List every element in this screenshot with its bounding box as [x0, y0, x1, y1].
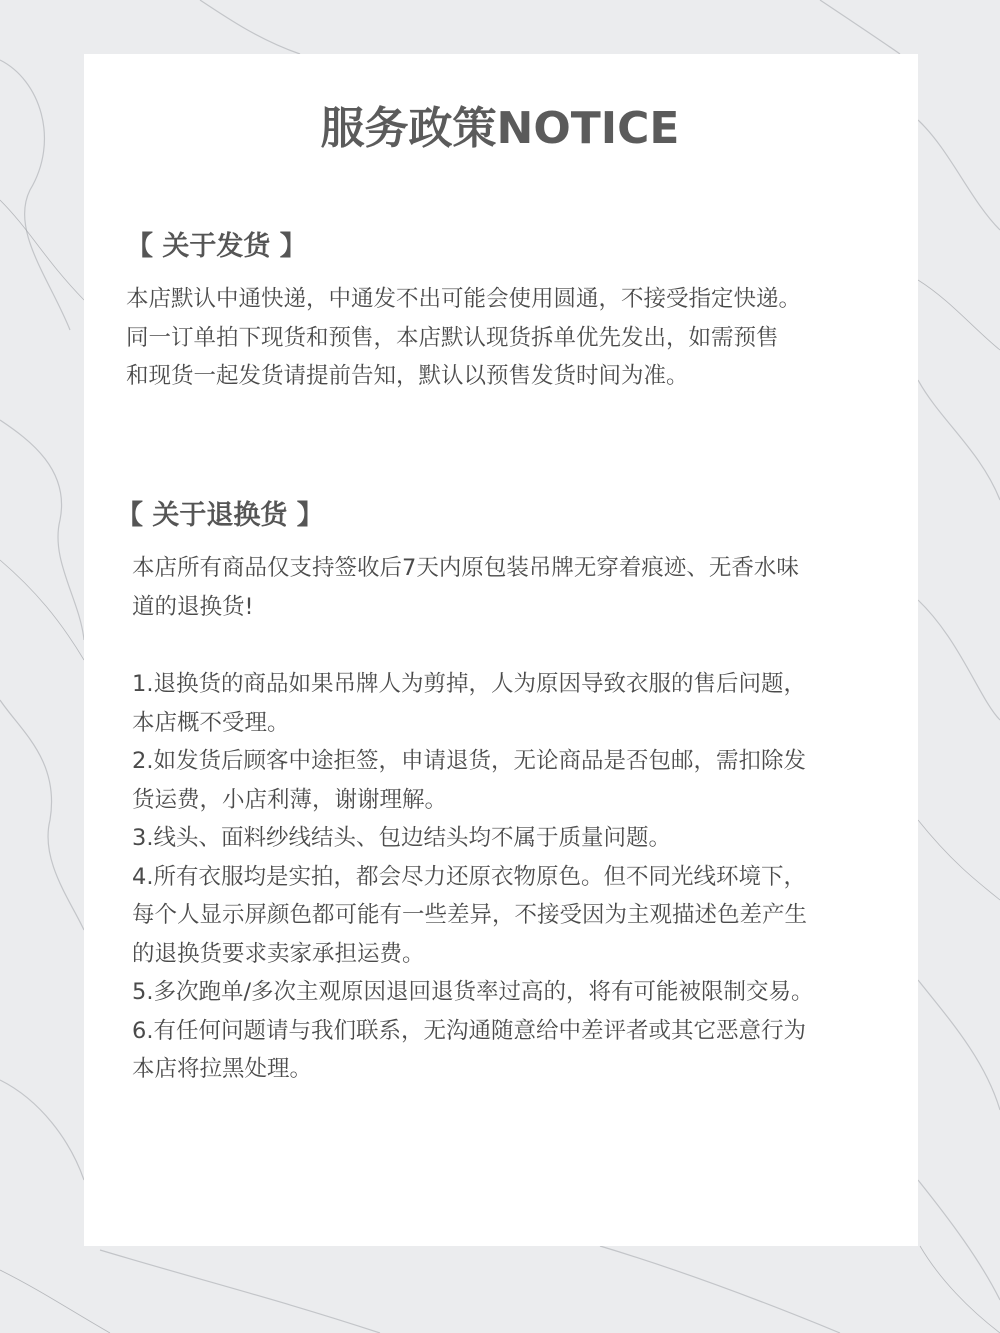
shipping-line: 同一订单拍下现货和预售，本店默认现货拆单优先发出，如需预售	[126, 324, 779, 351]
shipping-line: 和现货一起发货请提前告知，默认以预售发货时间为准。	[126, 363, 689, 389]
returns-rule-line: 3.线头、面料纱线结头、包边结头均不属于质量问题。	[132, 825, 671, 851]
returns-rules	[132, 665, 814, 1089]
returns-rule-line: 6.有任何问题请与我们联系，无沟通随意给中差评者或其它恶意行为	[132, 1017, 806, 1044]
shipping-line: 本店默认中通快递，中通发不出可能会使用圆通，不接受指定快递。	[126, 286, 802, 312]
returns-rule-line: 货运费，小店利薄，谢谢理解。	[132, 786, 448, 813]
page-title: 服务政策NOTICE	[320, 103, 680, 154]
returns-intro	[132, 549, 799, 626]
returns-rule-line: 本店将拉黑处理。	[132, 1056, 313, 1082]
returns-rule-line: 每个人显示屏颜色都可能有一些差异，不接受因为主观描述色差产生	[132, 902, 808, 928]
returns-rule-line: 1.退换货的商品如果吊牌人为剪掉，人为原因导致衣服的售后问题，	[132, 671, 806, 697]
returns-intro-line: 本店所有商品仅支持签收后7天内原包装吊牌无穿着痕迹、无香水味	[132, 555, 799, 581]
returns-intro-line: 道的退换货!	[132, 593, 254, 620]
shipping-heading: 【 关于发货 】	[126, 231, 307, 262]
returns-rule-line: 的退换货要求卖家承担运费。	[132, 940, 425, 967]
returns-heading: 【 关于退换货 】	[116, 500, 324, 531]
shipping-text	[126, 280, 801, 396]
returns-rule-line: 2.如发货后顾客中途拒签，申请退货，无论商品是否包邮，需扣除发	[132, 748, 806, 774]
returns-rule-line: 4.所有衣服均是实拍，都会尽力还原衣物原色。但不同光线环境下，	[132, 863, 806, 890]
returns-rule-line: 5.多次跑单/多次主观原因退回退货率过高的，将有可能被限制交易。	[132, 979, 814, 1005]
returns-rule-line: 本店概不受理。	[132, 709, 290, 736]
